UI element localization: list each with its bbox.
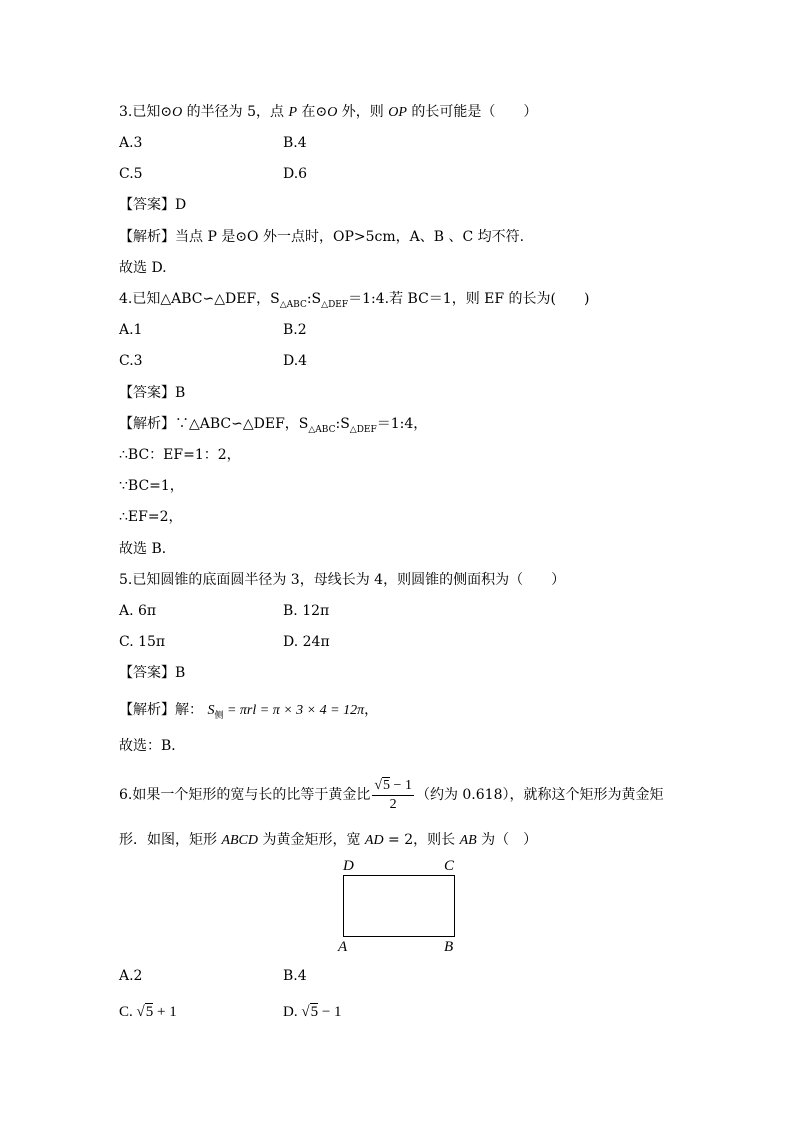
q5-answer: 【答案】B xyxy=(119,665,186,681)
q3-option-c: C.5 xyxy=(119,166,143,182)
q4-step-2: ∵BC=1， xyxy=(119,478,184,494)
vertex-label-b: B xyxy=(444,939,454,955)
q4-option-c: C.3 xyxy=(119,353,143,369)
q4-step-1: ∴BC：EF=1：2， xyxy=(119,447,241,463)
q3-option-d: D.6 xyxy=(283,166,308,182)
q6-stem-line1: 6.如果一个矩形的宽与长的比等于黄金比 $\frac{√5 - 1}{2}$ （约为 0.618），就称这个矩形为黄金矩 xyxy=(119,777,664,812)
q6-stem-line2: 形．如图，矩形 ABCD 为黄金矩形，宽 AD = 2，则长 AB 为（ ） xyxy=(119,832,538,848)
q5-stem: 5.已知圆锥的底面圆半径为 3，母线长为 4，则圆锥的侧面积为（ ） xyxy=(119,572,566,588)
q6-option-d: D. √5 − 1 xyxy=(283,1004,342,1020)
q5-option-a: A. 6π xyxy=(119,603,157,619)
q5-option-d: D. 24π xyxy=(283,634,330,650)
vertex-label-a: A xyxy=(338,939,348,955)
q4-option-b: B.2 xyxy=(283,322,307,338)
q5-conclusion: 故选：B． xyxy=(119,738,186,754)
q6-option-a: A.2 xyxy=(119,968,143,984)
q3-option-a: A.3 xyxy=(119,135,143,151)
q4-option-a: A.1 xyxy=(119,322,143,338)
q4-step-3: ∴EF=2， xyxy=(119,509,183,525)
q4-analysis: 【解析】∵△ABC∽△DEF，$S_{\triangle ABC}:S_{\triangle DEF}=1:4$， xyxy=(119,416,428,435)
q5-analysis: 【解析】解： $S_侧 = \pi rl = \pi \times 3 \times 4 = 12\pi$， xyxy=(119,702,379,720)
q3-stem: 3.已知⊙O 的半径为 5，点 P 在⊙O 外，则 OP 的长可能是（ ） xyxy=(119,104,538,120)
q4-conclusion: 故选 B． xyxy=(119,541,176,557)
q3-conclusion: 故选 D. xyxy=(119,260,167,276)
q3-answer: 【答案】D xyxy=(119,197,187,213)
q5-option-c: C. 15π xyxy=(119,634,166,650)
q3-analysis: 【解析】当点 P 是⊙O 外一点时，OP>5cm，A、B 、C 均不符. xyxy=(119,229,525,245)
q6-option-b: B.4 xyxy=(283,968,307,984)
rectangle-abcd xyxy=(344,876,455,937)
q4-stem: 4.已知△ABC∽△DEF，$S_{\triangle ABC}:S_{\triangle DEF}=1:4$.若 BC＝1，则 EF 的长为( ) xyxy=(119,291,590,310)
q6-option-c: C. √5 + 1 xyxy=(119,1004,177,1020)
vertex-label-c: C xyxy=(444,858,455,874)
golden-ratio-fraction: $\frac{√5 - 1}{2}$ xyxy=(374,777,412,812)
q4-option-d: D.4 xyxy=(283,353,308,369)
q4-answer: 【答案】B xyxy=(119,385,186,401)
area-formula: $S_侧 = \pi rl = \pi \times 3 \times 4 = 12\pi$ xyxy=(207,703,365,720)
q3-option-b: B.4 xyxy=(283,135,307,151)
vertex-label-d: D xyxy=(343,858,354,874)
q5-option-b: B. 12π xyxy=(283,603,330,619)
